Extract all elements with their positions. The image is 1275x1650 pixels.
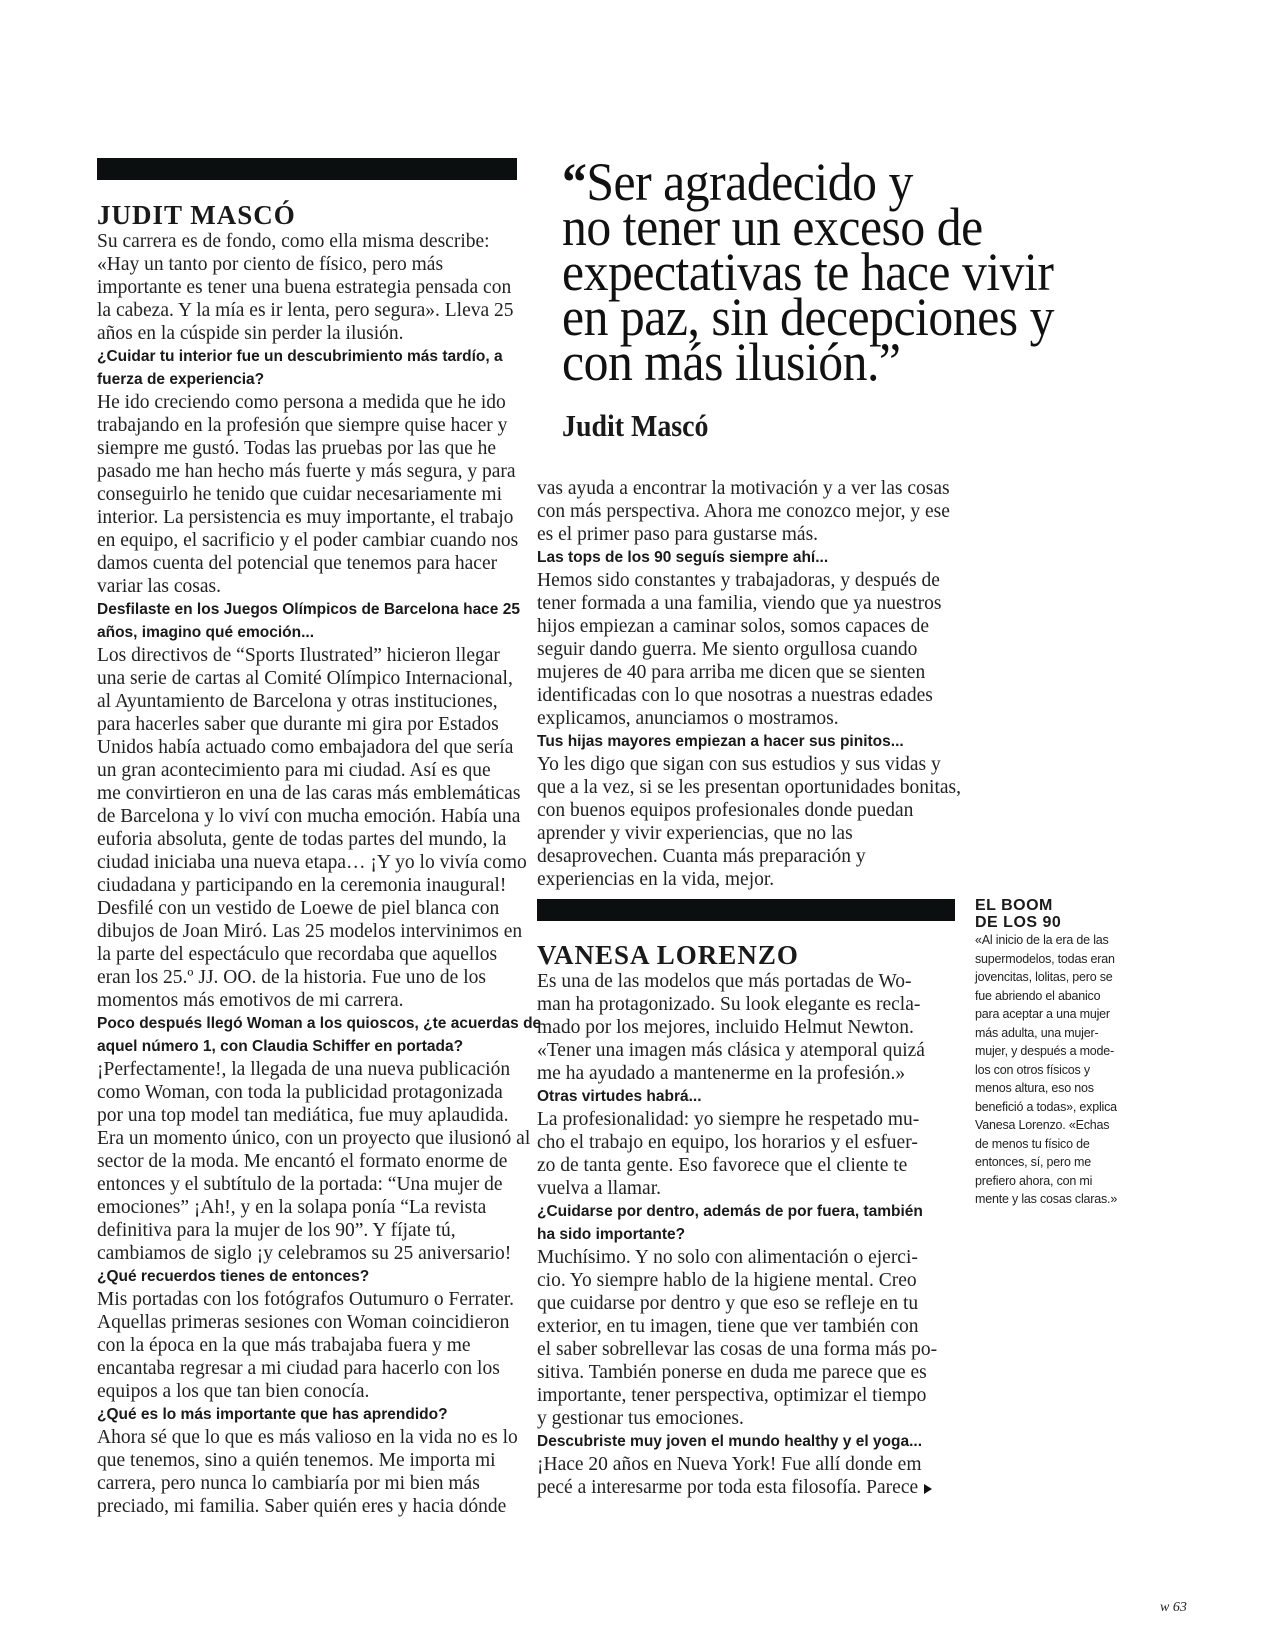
sidebar-line: mente y las cosas claras.» [975, 1192, 1118, 1206]
text-line: que cuidarse por dentro y que eso se refleje en tu [537, 1293, 919, 1314]
text-line: la parte del espectáculo que recordaba que aquellos [97, 944, 498, 965]
section-rule-middle [537, 899, 955, 921]
text-line: exterior, en tu imagen, tiene que ver también con [537, 1316, 919, 1337]
text-line: cambiamos de siglo ¡y celebramos su 25 aniversario! [97, 1243, 512, 1264]
body-paragraph [537, 1246, 962, 1430]
interview-question [537, 1200, 962, 1246]
text-line: He ido creciendo como persona a medida que he ido [97, 392, 506, 413]
middle-top-text [537, 477, 962, 891]
section-name-vanesa-lorenzo: VANESA LORENZO [537, 940, 799, 970]
text-line: Desfilé con un vestido de Loewe de piel blanca con [97, 898, 500, 919]
text-line: Poco después llegó Woman a los quioscos, ¿te acuerdas de [97, 1015, 542, 1032]
text-line: Hemos sido constantes y trabajadoras, y después de [537, 570, 940, 591]
text-line: para hacerles saber que durante mi gira por Estados [97, 714, 499, 735]
text-line: con la época en la que más trabajaba fuera y me [97, 1335, 471, 1356]
pull-quote-line-text: no tener un exceso de [562, 197, 983, 257]
text-line: ¡Perfectamente!, la llegada de una nueva publicación [97, 1059, 511, 1080]
text-line: zo de tanta gente. Eso favorece que el cliente te [537, 1155, 908, 1176]
pull-quote-line-text: expectativas te hace vivir [562, 242, 1054, 302]
body-paragraph [97, 644, 527, 1012]
pull-quote-text [562, 152, 1054, 392]
sidebar-line: fue abriendo el abanico [975, 988, 1101, 1003]
sidebar-boom-90s [975, 897, 1175, 1209]
sidebar-line: para aceptar a una mujer [975, 1007, 1110, 1021]
text-line: definitiva para la mujer de los 90”. Y fíjate tú, [97, 1220, 456, 1241]
body-paragraph [97, 1288, 522, 1403]
body-paragraph [537, 1453, 962, 1499]
text-line: preciado, mi familia. Saber quién eres y hacia dónde [97, 1496, 507, 1517]
text-line: Tus hijas mayores empiezan a hacer sus pinitos... [537, 733, 904, 750]
pull-quote-line-text: con más ilusión. [562, 332, 879, 392]
close-quote-mark: ” [878, 332, 901, 392]
text-line: es el primer paso para gustarse más. [537, 524, 819, 545]
text-line: con más perspectiva. Ahora me conozco mejor, y ese [537, 501, 950, 522]
text-line: cio. Yo siempre hablo de la higiene mental. Creo [537, 1270, 917, 1291]
sidebar-line: menos altura, eso nos [975, 1081, 1094, 1095]
text-line: dibujos de Joan Miró. Las 25 modelos intervinimos en [97, 921, 523, 942]
text-line: con buenos equipos profesionales donde puedan [537, 800, 914, 821]
open-quote-mark: “ [562, 152, 587, 212]
text-line: ¡Hace 20 años en Nueva York! Fue allí donde em [537, 1454, 922, 1475]
text-line: seguir dando guerra. Me siento orgullosa cuando [537, 639, 918, 660]
text-line: Otras virtudes habrá... [537, 1088, 702, 1105]
pull-quote-line-text: en paz, sin decepciones y [562, 287, 1054, 347]
text-line: La profesionalidad: yo siempre he respetado mu- [537, 1109, 920, 1130]
sidebar-line: más adulta, una mujer- [975, 1025, 1099, 1040]
text-line: pasado me han hecho más fuerte y más segura, y para [97, 461, 516, 482]
body-paragraph [537, 569, 962, 730]
text-line: ¿Qué recuerdos tienes de entonces? [97, 1268, 370, 1285]
page-folio: w 63 [1160, 1600, 1187, 1615]
text-line: explicamos, anunciamos o mostramos. [537, 708, 839, 729]
text-line: un gran acontecimiento para mi ciudad. Así es que [97, 760, 491, 781]
text-line: Las tops de los 90 seguís siempre ahí... [537, 549, 829, 566]
text-line: la cabeza. Y la mía es ir lenta, pero segura». Lleva 25 [97, 300, 514, 321]
sidebar-line: supermodelos, todas eran [975, 951, 1115, 966]
text-line: carrera, pero nunca lo cambiaría por mi bien más [97, 1473, 480, 1494]
body-paragraph [97, 1426, 522, 1518]
text-line: Aquellas primeras sesiones con Woman coincidieron [97, 1312, 510, 1333]
text-line: que tenemos, sino a quién tenemos. Me importa mi [97, 1450, 496, 1471]
text-line: una serie de cartas al Comité Olímpico Internacional, [97, 668, 513, 689]
sidebar-title-line: DE LOS 90 [975, 914, 1062, 931]
text-line: ¿Cuidarse por dentro, además de por fuera, también [537, 1203, 923, 1220]
text-line: vas ayuda a encontrar la motivación y a ver las cosas [537, 478, 950, 499]
text-line: Unidos había actuado como embajadora del que sería [97, 737, 514, 758]
text-line: damos cuenta del potencial que tenemos para hacer [97, 553, 498, 574]
text-line: eran los 25.º JJ. OO. de la historia. Fue uno de los [97, 967, 486, 988]
sidebar-line: de menos tu físico de [975, 1136, 1090, 1151]
text-line: cho el trabajo en equipo, los horarios y el esfuer- [537, 1132, 918, 1153]
body-paragraph [97, 391, 522, 598]
text-line: ¿Qué es lo más importante que has aprendido? [97, 1406, 448, 1423]
text-line: años, imagino qué emoción... [97, 624, 315, 641]
text-line: entonces y el subtítulo de la portada: “Una mujer de [97, 1174, 503, 1195]
text-line: man ha protagonizado. Su look elegante es recla- [537, 994, 921, 1015]
text-line: euforia absoluta, gente de todas partes del mundo, la [97, 829, 507, 850]
text-line: el saber sobrellevar las cosas de una forma más po- [537, 1339, 938, 1360]
text-line: Descubriste muy joven el mundo healthy y el yoga... [537, 1433, 923, 1450]
body-paragraph [97, 1058, 531, 1265]
text-line: aquel número 1, con Claudia Schiffer en portada? [97, 1038, 464, 1055]
middle-bottom-text [537, 970, 962, 1499]
text-line: «Tener una imagen más clásica y atemporal quizá [537, 1040, 925, 1061]
pull-quote-line-text: Ser agradecido y [586, 152, 913, 212]
pull-quote-author: Judit Mascó [562, 408, 709, 443]
text-line: Los directivos de “Sports Ilustrated” hicieron llegar [97, 645, 500, 666]
middle-top-column [537, 477, 962, 891]
interview-question [537, 546, 962, 569]
sidebar-line: entonces, sí, pero me [975, 1155, 1092, 1169]
sidebar-line: jovencitas, lolitas, pero se [975, 970, 1113, 984]
text-line: conseguirlo he tenido que cuidar necesariamente mi [97, 484, 503, 505]
text-line: encantaba regresar a mi ciudad para hacerlo con los [97, 1358, 500, 1379]
text-line: ciudadana y participando en la ceremonia inaugural! [97, 875, 507, 896]
text-line: emociones” ¡Ah!, y en la solapa ponía “La revista [97, 1197, 487, 1218]
text-line: en equipo, el sacrificio y el poder cambiar cuando nos [97, 530, 519, 551]
text-line: Es una de las modelos que más portadas de Wo- [537, 971, 912, 992]
text-line: ¿Cuidar tu interior fue un descubrimiento más tardío, a [97, 348, 503, 365]
text-line: sitiva. También ponerse en duda me parece que es [537, 1362, 927, 1383]
text-line: ciudad iniciaba una nueva etapa… ¡Y yo lo vivía como [97, 852, 527, 873]
body-paragraph [537, 753, 962, 891]
sidebar-line: «Al inicio de la era de las [975, 933, 1109, 947]
sidebar-line: Vanesa Lorenzo. «Echas [975, 1118, 1110, 1132]
text-line: tener formada a una familia, viendo que ya nuestros [537, 593, 942, 614]
body-paragraph [537, 1108, 962, 1200]
text-line: Desfilaste en los Juegos Olímpicos de Barcelona hace 25 [97, 601, 520, 618]
sidebar-title-line: EL BOOM [975, 897, 1053, 914]
body-paragraph [537, 477, 962, 546]
text-line: momentos más emotivos de mi carrera. [97, 990, 404, 1011]
text-line: importante, tener perspectiva, optimizar el tiempo [537, 1385, 927, 1406]
text-line: aprender y vivir experiencias, que no las [537, 823, 853, 844]
section-name-judit-masco: JUDIT MASCÓ [97, 200, 296, 230]
text-line: al Ayuntamiento de Barcelona y otras instituciones, [97, 691, 498, 712]
interview-question [97, 1403, 522, 1426]
body-paragraph [97, 230, 522, 345]
text-line: hijos empiezan a caminar solos, somos capaces de [537, 616, 930, 637]
text-line: sector de la moda. Me encantó el formato enorme de [97, 1151, 508, 1172]
text-line: importante es tener una buena estrategia pensada con [97, 277, 512, 298]
text-line: siempre me gustó. Todas las pruebas por las que he [97, 438, 497, 459]
text-line: Muchísimo. Y no solo con alimentación o ejerci- [537, 1247, 918, 1268]
text-line: de Barcelona y lo viví con mucha emoción. Había una [97, 806, 521, 827]
text-line: años en la cúspide sin perder la ilusión. [97, 323, 404, 344]
sidebar-line: prefiero ahora, con mi [975, 1173, 1093, 1188]
text-line: y gestionar tus emociones. [537, 1408, 744, 1429]
text-line: identificadas con lo que nosotras a nuestras edades [537, 685, 933, 706]
interview-question [537, 1085, 962, 1108]
text-line: mado por los mejores, incluido Helmut Newton. [537, 1017, 914, 1038]
interview-question [97, 1265, 522, 1288]
text-line: que a la vez, si se les presentan oportunidades bonitas, [537, 777, 962, 798]
interview-question [537, 730, 962, 753]
text-line: Mis portadas con los fotógrafos Outumuro o Ferrater. [97, 1289, 515, 1310]
continue-arrow-icon [924, 1484, 932, 1494]
sidebar-text [975, 931, 1175, 1209]
text-line: Ahora sé que lo que es más valioso en la vida no es lo [97, 1427, 518, 1448]
text-line: me ha ayudado a mantenerme en la profesión.» [537, 1063, 906, 1084]
text-line: me convirtieron en una de las caras más emblemáticas [97, 783, 521, 804]
text-line: equipos a los que tan bien conocía. [97, 1381, 370, 1402]
pull-quote [562, 152, 1054, 392]
sidebar-line: los con otros físicos y [975, 1062, 1090, 1077]
text-line: Su carrera es de fondo, como ella misma describe: [97, 231, 490, 252]
text-line: fuerza de experiencia? [97, 371, 265, 388]
body-paragraph [537, 970, 962, 1085]
text-line: Era un momento único, con un proyecto que ilusionó al [97, 1128, 531, 1149]
section-rule-top-left [97, 158, 517, 180]
text-line: Yo les digo que sigan con sus estudios y sus vidas y [537, 754, 941, 775]
sidebar-line: benefició a todas», explica [975, 1099, 1117, 1114]
interview-question [537, 1430, 962, 1453]
text-line: por una top model tan mediática, fue muy aplaudida. [97, 1105, 509, 1126]
text-line: interior. La persistencia es muy importante, el trabajo [97, 507, 514, 528]
left-column [97, 200, 542, 1518]
text-line: pecé a interesarme por toda esta filosofía. Parece [537, 1476, 962, 1499]
text-line: mujeres de 40 para arriba me dicen que se sienten [537, 662, 926, 683]
text-line: como Woman, con toda la publicidad protagonizada [97, 1082, 503, 1103]
text-line: variar las cosas. [97, 576, 221, 597]
sidebar-title [975, 897, 1175, 931]
text-line: trabajando en la profesión que siempre quise hacer y [97, 415, 508, 436]
text-line: «Hay un tanto por ciento de físico, pero más [97, 254, 444, 275]
interview-question [97, 345, 522, 391]
sidebar-line: mujer, y después a mode- [975, 1044, 1115, 1058]
text-line: experiencias en la vida, mejor. [537, 869, 775, 890]
text-line: desaprovechen. Cuanta más preparación y [537, 846, 866, 867]
text-line: vuelva a llamar. [537, 1178, 661, 1199]
middle-bottom-column [537, 940, 962, 1499]
interview-question [97, 598, 522, 644]
interview-question [97, 1012, 542, 1058]
text-line: ha sido importante? [537, 1226, 686, 1243]
left-column-text [97, 230, 542, 1518]
